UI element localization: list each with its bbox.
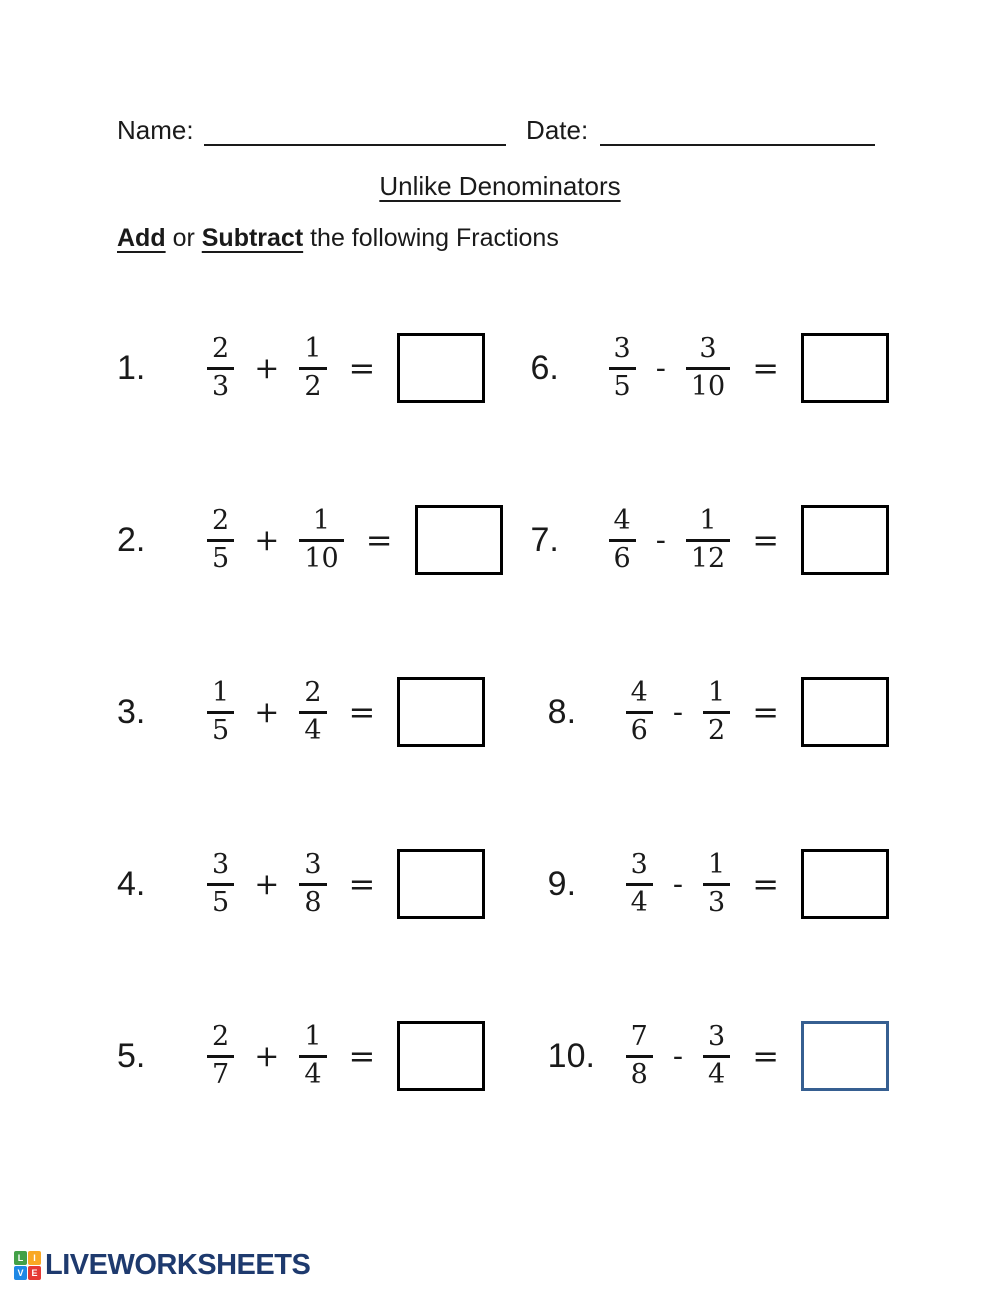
date-blank-line <box>600 118 875 146</box>
fraction-first <box>626 1022 653 1089</box>
fraction-second <box>299 1022 326 1089</box>
problem-3 <box>117 677 548 747</box>
name-label: Name: <box>117 115 194 145</box>
fraction-second <box>686 334 730 401</box>
name-blank-line <box>204 118 506 146</box>
operator-sign: + <box>254 694 280 730</box>
problem-number: 5. <box>117 1036 146 1075</box>
problems-row-2 <box>117 454 889 626</box>
fraction-numerator: 1 <box>212 677 230 709</box>
answer-box-9[interactable] <box>801 849 889 919</box>
fraction-denominator: 10 <box>304 542 339 574</box>
fraction-denominator: 8 <box>630 1058 648 1090</box>
fraction-first <box>207 334 234 401</box>
operator-sign: - <box>672 866 683 902</box>
problem-7 <box>531 505 890 575</box>
fraction-bar <box>626 883 653 886</box>
logo-tile-v: V <box>14 1266 27 1280</box>
fraction-denominator: 2 <box>304 370 322 402</box>
fraction-numerator: 2 <box>212 505 230 537</box>
fraction-bar <box>207 1055 234 1058</box>
logo-tile-l: L <box>14 1251 27 1265</box>
fraction-numerator: 1 <box>708 849 726 881</box>
date-label: Date: <box>526 115 589 145</box>
instruction-line <box>117 224 559 253</box>
problem-number: 3. <box>117 692 146 731</box>
fraction-denominator: 4 <box>708 1058 726 1090</box>
answer-box-8[interactable] <box>801 677 889 747</box>
fraction-denominator: 12 <box>690 542 726 574</box>
fraction-bar <box>703 883 730 886</box>
equals-sign: = <box>752 865 779 903</box>
fraction-denominator: 4 <box>304 1058 322 1090</box>
fraction-second <box>686 506 730 573</box>
fraction-bar <box>299 711 326 714</box>
fraction-bar <box>207 367 234 370</box>
problem-number: 10. <box>547 1036 595 1075</box>
operator-sign: - <box>672 1038 683 1074</box>
fraction-numerator: 1 <box>304 333 322 365</box>
problem-number: 7. <box>530 520 559 559</box>
equals-sign: = <box>365 521 393 559</box>
fraction-numerator: 1 <box>708 677 726 709</box>
fraction-bar <box>609 539 636 542</box>
equals-sign: = <box>752 693 779 731</box>
name-date-row <box>117 116 875 146</box>
fraction-numerator: 3 <box>708 1021 726 1053</box>
fraction-first <box>207 1022 234 1089</box>
equals-sign: = <box>752 521 779 559</box>
problem-8 <box>548 677 889 747</box>
fraction-denominator: 3 <box>212 370 230 402</box>
equals-sign: = <box>348 693 376 731</box>
instruction-subtract-word: Subtract <box>201 224 304 252</box>
fraction-numerator: 2 <box>212 1021 230 1053</box>
answer-box-1[interactable] <box>397 333 485 403</box>
problem-2 <box>117 505 531 575</box>
problems-row-5 <box>117 970 889 1142</box>
problem-6 <box>531 333 890 403</box>
fraction-denominator: 10 <box>690 370 726 402</box>
fraction-second <box>299 334 326 401</box>
fraction-numerator: 1 <box>699 505 717 537</box>
fraction-bar <box>626 1055 653 1058</box>
problems-row-1 <box>117 282 889 454</box>
instruction-or-word: or <box>172 224 195 252</box>
equals-sign: = <box>348 349 376 387</box>
instruction-rest-text: the following Fractions <box>310 224 559 252</box>
answer-box-5[interactable] <box>397 1021 485 1091</box>
fraction-numerator: 4 <box>613 505 631 537</box>
fraction-bar <box>299 1055 326 1058</box>
problem-1 <box>117 333 531 403</box>
problem-number: 1. <box>117 348 146 387</box>
problems-grid <box>117 282 889 1142</box>
equals-sign: = <box>348 1037 376 1075</box>
fraction-denominator: 4 <box>630 886 648 918</box>
problem-number: 6. <box>530 348 559 387</box>
fraction-first <box>609 334 636 401</box>
problem-number: 2. <box>117 520 146 559</box>
fraction-second <box>703 1022 730 1089</box>
answer-box-3[interactable] <box>397 677 485 747</box>
fraction-first <box>207 850 234 917</box>
fraction-numerator: 3 <box>699 333 717 365</box>
answer-box-7[interactable] <box>801 505 889 575</box>
liveworksheets-logo-icon <box>14 1251 41 1280</box>
fraction-denominator: 6 <box>630 714 648 746</box>
fraction-bar <box>609 367 636 370</box>
problem-5 <box>117 1021 548 1091</box>
fraction-denominator: 2 <box>708 714 726 746</box>
fraction-first <box>626 850 653 917</box>
fraction-first <box>609 506 636 573</box>
fraction-numerator: 2 <box>304 677 322 709</box>
operator-sign: + <box>254 1038 280 1074</box>
fraction-denominator: 3 <box>708 886 726 918</box>
answer-box-6[interactable] <box>801 333 889 403</box>
fraction-first <box>207 506 234 573</box>
fraction-numerator: 4 <box>630 677 648 709</box>
fraction-denominator: 5 <box>212 886 230 918</box>
fraction-denominator: 5 <box>212 714 230 746</box>
operator-sign: - <box>655 350 666 386</box>
fraction-first <box>207 678 234 745</box>
operator-sign: - <box>672 694 683 730</box>
answer-box-4[interactable] <box>397 849 485 919</box>
operator-sign: + <box>254 522 280 558</box>
equals-sign: = <box>752 1037 779 1075</box>
fraction-denominator: 7 <box>212 1058 230 1090</box>
fraction-numerator: 3 <box>304 849 322 881</box>
fraction-bar <box>626 711 653 714</box>
problems-row-4 <box>117 798 889 970</box>
operator-sign: + <box>254 866 280 902</box>
fraction-bar <box>686 367 730 370</box>
fraction-denominator: 5 <box>212 542 230 574</box>
fraction-bar <box>686 539 730 542</box>
fraction-bar <box>703 1055 730 1058</box>
fraction-second <box>703 678 730 745</box>
answer-box-2[interactable] <box>415 505 503 575</box>
fraction-bar <box>299 367 326 370</box>
equals-sign: = <box>348 865 376 903</box>
logo-tile-e: E <box>28 1266 41 1280</box>
fraction-numerator: 3 <box>613 333 631 365</box>
fraction-numerator: 3 <box>212 849 230 881</box>
title-row <box>0 171 1000 202</box>
fraction-numerator: 3 <box>630 849 648 881</box>
fraction-numerator: 7 <box>630 1021 648 1053</box>
liveworksheets-logo <box>14 1251 310 1280</box>
problem-number: 4. <box>117 864 146 903</box>
operator-sign: + <box>254 350 280 386</box>
instruction-add-word: Add <box>117 224 166 252</box>
fraction-bar <box>299 883 326 886</box>
fraction-second <box>703 850 730 917</box>
fraction-bar <box>207 711 234 714</box>
fraction-bar <box>703 711 730 714</box>
problems-row-3 <box>117 626 889 798</box>
page-title: Unlike Denominators <box>379 171 621 201</box>
fraction-numerator: 1 <box>312 505 331 537</box>
fraction-bar <box>207 539 234 542</box>
problem-10 <box>548 1021 889 1091</box>
fraction-numerator: 2 <box>212 333 230 365</box>
fraction-denominator: 8 <box>304 886 322 918</box>
problem-number: 9. <box>547 864 577 903</box>
fraction-second <box>299 678 326 745</box>
fraction-denominator: 5 <box>613 370 631 402</box>
fraction-numerator: 1 <box>304 1021 322 1053</box>
equals-sign: = <box>752 349 779 387</box>
fraction-second <box>299 506 343 573</box>
problem-number: 8. <box>547 692 577 731</box>
logo-tile-i: I <box>28 1251 41 1265</box>
answer-box-10[interactable] <box>801 1021 889 1091</box>
fraction-bar <box>207 883 234 886</box>
fraction-first <box>626 678 653 745</box>
fraction-denominator: 6 <box>613 542 631 574</box>
fraction-denominator: 4 <box>304 714 322 746</box>
operator-sign: - <box>655 522 666 558</box>
problem-4 <box>117 849 548 919</box>
fraction-bar <box>299 539 343 542</box>
problem-9 <box>548 849 889 919</box>
liveworksheets-logo-text: LIVEWORKSHEETS <box>45 1249 311 1281</box>
fraction-second <box>299 850 326 917</box>
